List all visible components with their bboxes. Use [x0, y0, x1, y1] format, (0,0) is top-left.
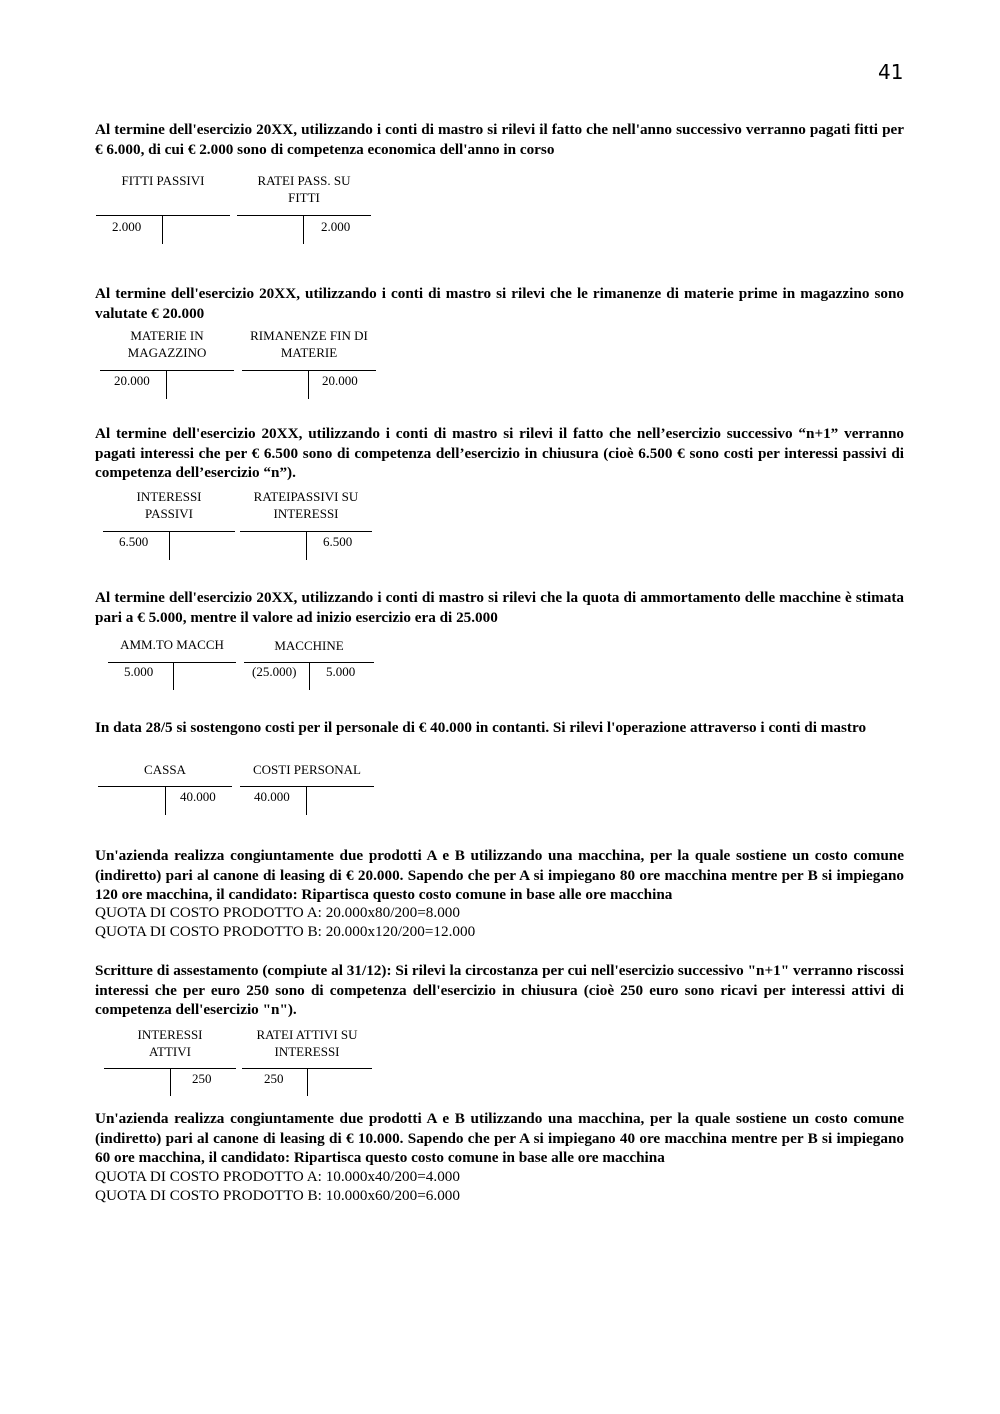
account-divider	[306, 531, 307, 560]
exercise-text: Al termine dell'esercizio 20XX, utilizzando i conti di mastro si rilevi che le rimanenze di materie prime in magazzino sono valutate € 20.000	[95, 285, 904, 322]
account-divider	[166, 370, 167, 399]
dare-value: 20.000	[114, 373, 150, 388]
account-title: INTERESSI PASSIVI	[136, 489, 202, 521]
exercise-text: Un'azienda realizza congiuntamente due prodotti A e B utilizzando una macchina, per la quale sostiene un costo comune (indiretto) pari al canone di leasing di € 20.000. Sapendo che per A si impiegano 80 ore macchina mentre per B si impiegano 120 ore macchina, il candidato: Ripartisca questo costo comune in base alle ore macchina	[95, 847, 904, 903]
account-divider	[173, 662, 174, 690]
dare-value: (25.000)	[252, 664, 297, 679]
cost-share-line: QUOTA DI COSTO PRODOTTO B: 20.000x120/200=12.000	[95, 923, 476, 940]
cost-share-line: QUOTA DI COSTO PRODOTTO A: 20.000x80/200=8.000	[95, 904, 460, 921]
exercise-text: Al termine dell'esercizio 20XX, utilizzando i conti di mastro si rilevi il fatto che nell'anno successivo verranno pagati fitti per € 6.000, di cui € 2.000 sono di competenza economica dell'anno in corso	[95, 121, 904, 158]
t-account	[98, 761, 232, 815]
account-title: MATERIE IN MAGAZZINO	[127, 328, 207, 360]
account-title: RATEI PASS. SU FITTI	[257, 173, 351, 205]
dare-value: 6.500	[119, 534, 149, 549]
account-divider	[170, 1068, 171, 1096]
t-account	[103, 488, 235, 560]
account-title: COSTI PERSONAL	[253, 762, 361, 777]
cost-share-line: QUOTA DI COSTO PRODOTTO B: 10.000x60/200=6.000	[95, 1187, 460, 1204]
account-rule	[96, 215, 230, 216]
account-rule	[242, 370, 376, 371]
account-divider	[162, 215, 163, 244]
t-account	[240, 761, 374, 815]
t-account	[240, 488, 372, 560]
t-account	[242, 1026, 372, 1096]
avere-value: 20.000	[322, 373, 358, 388]
account-title: RATEIPASSIVI SU INTERESSI	[253, 489, 359, 521]
exercise-text: Scritture di assestamento (compiute al 31/12): Si rilevi la circostanza per cui nell'esercizio successivo "n+1" verranno riscossi interessi che per euro 250 sono di competenza dell'esercizio in chiusura (cioè 250 euro sono ricavi per interessi attivi di competenza dell'esercizio "n").	[95, 962, 904, 1018]
exercise-text: In data 28/5 si sostengono costi per il personale di € 40.000 in contanti. Si rilevi l'operazione attraverso i conti di mastro	[95, 719, 867, 736]
exercise-text: Al termine dell'esercizio 20XX, utilizzando i conti di mastro si rilevi il fatto che nell’esercizio successivo “n+1” verranno pagati interessi che per € 6.500 sono di competenza dell’esercizio in chiusura (cioè 6.500 € sono costi per interessi passivi di competenza dell’esercizio “n”).	[95, 425, 904, 481]
dare-value: 2.000	[112, 219, 142, 234]
avere-value: 5.000	[326, 664, 356, 679]
t-account	[242, 327, 376, 399]
account-divider	[303, 215, 304, 244]
account-title: INTERESSI ATTIVI	[137, 1027, 203, 1059]
account-title: AMM.TO MACCH	[120, 637, 224, 652]
t-account	[104, 1026, 236, 1096]
account-divider	[308, 370, 309, 399]
account-title: MACCHINE	[274, 638, 344, 653]
account-divider	[169, 531, 170, 560]
t-account	[108, 636, 236, 690]
avere-value: 6.500	[323, 534, 353, 549]
dare-value: 5.000	[124, 664, 154, 679]
account-rule	[108, 662, 236, 663]
account-divider	[165, 786, 166, 815]
t-account	[237, 172, 371, 244]
avere-value: 250	[192, 1071, 212, 1086]
account-rule	[240, 786, 374, 787]
dare-value: 250	[264, 1071, 284, 1086]
page-number: 41	[878, 60, 904, 84]
t-account	[96, 172, 230, 244]
dare-value: 40.000	[254, 789, 290, 804]
account-rule	[237, 215, 371, 216]
t-account	[100, 327, 234, 399]
avere-value: 40.000	[180, 789, 216, 804]
account-title: RIMANENZE FIN DI MATERIE	[250, 328, 368, 360]
account-title: CASSA	[144, 762, 186, 777]
account-title: FITTI PASSIVI	[121, 173, 205, 188]
account-title: RATEI ATTIVI SU INTERESSI	[256, 1027, 358, 1059]
account-divider	[306, 786, 307, 815]
t-account	[244, 636, 374, 690]
account-divider	[309, 662, 310, 690]
exercise-text: Al termine dell'esercizio 20XX, utilizzando i conti di mastro si rilevi che la quota di ammortamento delle macchine è stimata pari a € 5.000, mentre il valore ad inizio esercizio era di 25.000	[95, 589, 904, 626]
account-divider	[307, 1068, 308, 1096]
avere-value: 2.000	[321, 219, 351, 234]
cost-share-line: QUOTA DI COSTO PRODOTTO A: 10.000x40/200=4.000	[95, 1168, 460, 1185]
account-rule	[100, 370, 234, 371]
exercise-text: Un'azienda realizza congiuntamente due prodotti A e B utilizzando una macchina, per la quale sostiene un costo comune (indiretto) pari al canone di leasing di € 10.000. Sapendo che per A si impiegano 40 ore macchina mentre per B si impiegano 60 ore macchina, il candidato: Ripartisca questo costo comune in base alle ore macchina	[95, 1110, 904, 1166]
